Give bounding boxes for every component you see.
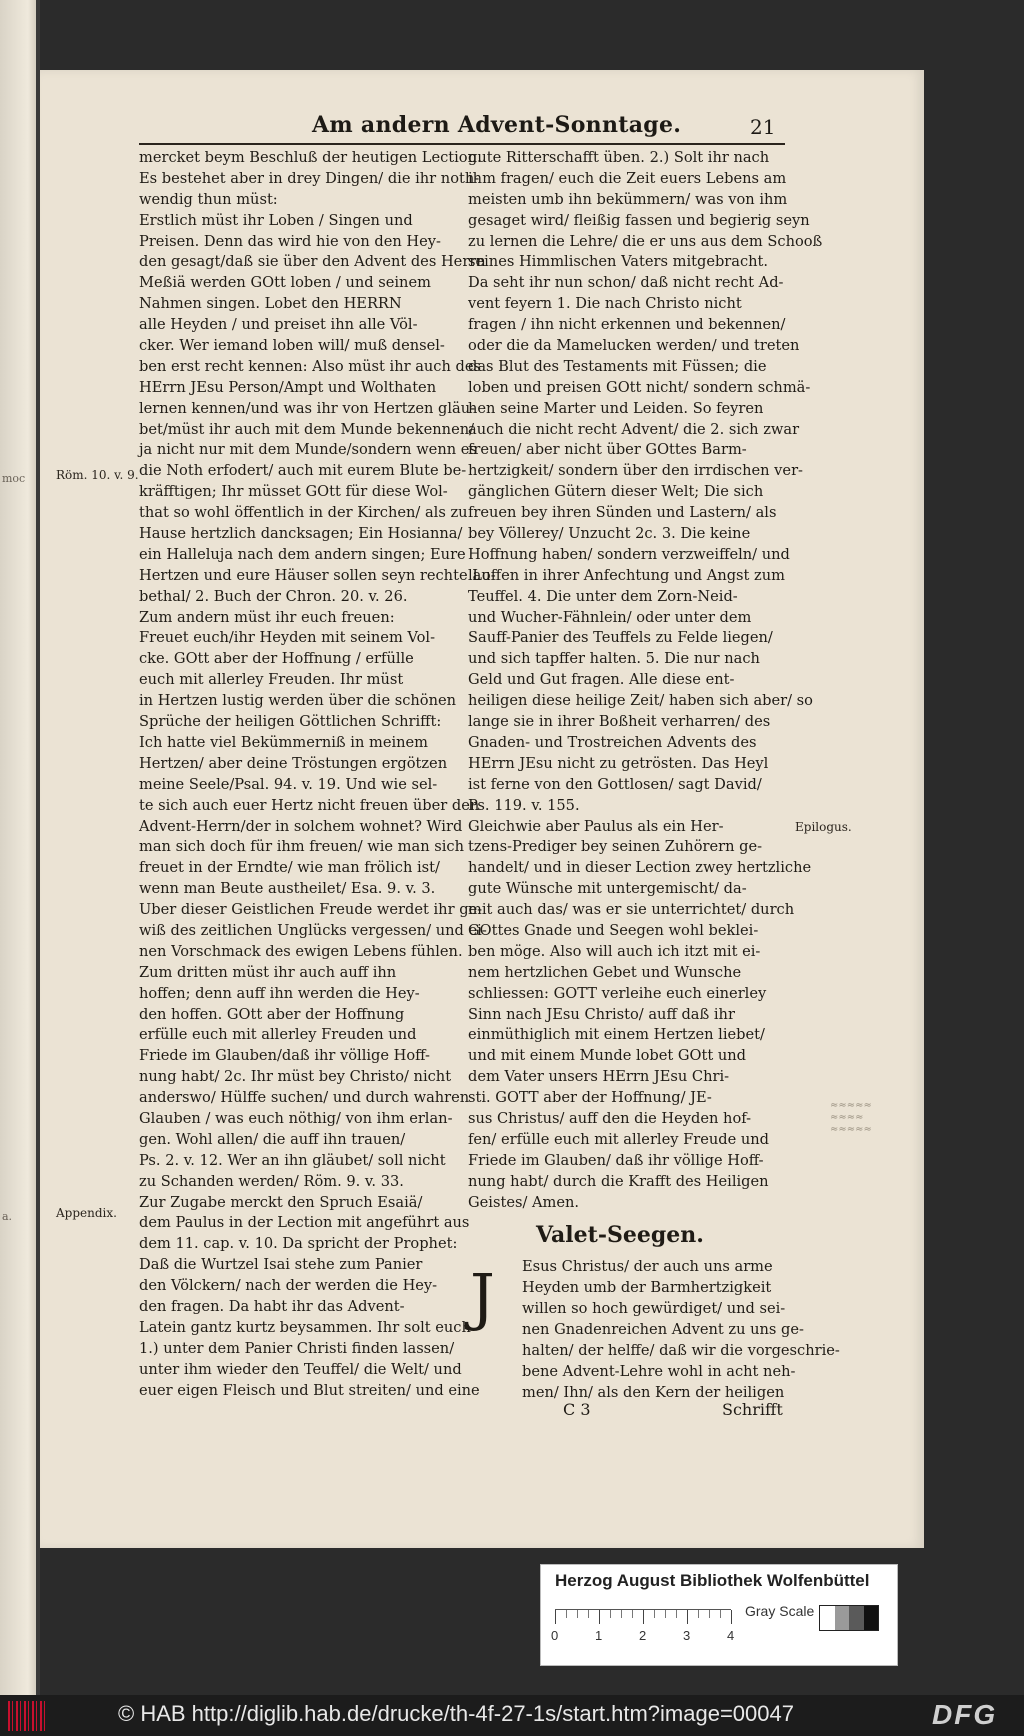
text-line: that so wohl öffentlich in der Kirchen/ als zu (139, 504, 468, 522)
text-line: den fragen. Da habt ihr das Advent- (139, 1297, 405, 1315)
viewer-footer (0, 1695, 1024, 1736)
text-line: und mit einem Munde lobet GOtt und (468, 1047, 747, 1065)
text-line: und Wucher-Fähnlein/ oder unter dem (468, 608, 752, 626)
ruler-label: 4 (727, 1628, 735, 1643)
grayscale-label: Gray Scale (745, 1603, 815, 1619)
text-line: ein Halleluja nach dem andern singen; Eure (139, 545, 466, 563)
text-line: Geistes/ Amen. (468, 1193, 580, 1211)
ruler-tick (643, 1610, 644, 1624)
text-line: fragen / ihn nicht erkennen und bekennen/ (468, 316, 786, 334)
text-line: seines Himmlischen Vaters mitgebracht. (468, 253, 769, 271)
text-line: Geld und Gut fragen. Alle diese ent- (468, 671, 735, 689)
text-line: oder die da Mamelucken werden/ und treten (468, 337, 800, 355)
text-line: ben möge. Also will auch ich itzt mit ei- (468, 942, 761, 960)
text-line: hoffen; denn auff ihn werden die Hey- (139, 984, 420, 1002)
text-line: den hoffen. GOtt aber der Hoffnung (139, 1005, 405, 1023)
ruler-tick (621, 1610, 622, 1618)
text-line: ja nicht nur mit dem Munde/sondern wenn es (139, 441, 477, 459)
text-line: heiligen diese heilige Zeit/ haben sich aber/ so (468, 692, 813, 710)
text-line: unter ihm wieder den Teuffel/ die Welt/ und (139, 1360, 462, 1378)
text-line: Meßiä werden GOtt loben / und seinem (139, 274, 431, 292)
text-line: halten/ der helffe/ daß wir die vorgeschrie- (522, 1341, 840, 1359)
text-line: Sinn nach JEsu Christo/ auff daß ihr (468, 1005, 735, 1023)
text-line: nung habt/ durch die Krafft des Heiligen (468, 1172, 769, 1190)
text-line: Preisen. Denn das wird hie von den Hey- (139, 232, 441, 250)
text-line: den gesagt/daß sie über den Advent des Herrn (139, 253, 486, 271)
text-line: zu Schanden werden/ Röm. 9. v. 33. (139, 1172, 404, 1190)
ruler-tick (676, 1610, 677, 1618)
text-line: ben erst recht kennen: Also müst ihr auch des (139, 357, 481, 375)
text-line: erfülle euch mit allerley Freuden und (139, 1026, 417, 1044)
text-line: nem hertzlichen Gebet und Wunsche (468, 963, 742, 981)
text-line: schliessen: GOTT verleihe euch einerley (468, 984, 767, 1002)
text-line: nung habt/ 2c. Ihr müst bey Christo/ nicht (139, 1068, 452, 1086)
left-text-column (139, 148, 496, 1401)
ruler-tick (731, 1610, 732, 1624)
text-line: tzens-Prediger bey seinen Zuhörern ge- (468, 838, 763, 856)
signature-mark: C 3 (563, 1400, 591, 1419)
text-line: te sich auch euer Hertz nicht freuen über den (139, 796, 480, 814)
text-line: wiß des zeitlichen Unglücks vergessen/ und ei- (139, 921, 487, 939)
gray-swatch (820, 1606, 835, 1630)
page-number: 21 (750, 115, 776, 139)
text-line: meine Seele/Psal. 94. v. 19. Und wie sel- (139, 775, 438, 793)
text-line: Uber dieser Geistlichen Freude werdet ihr ge- (139, 901, 483, 919)
margin-note-appendix: Appendix. (56, 1206, 117, 1220)
ruler-tick (709, 1610, 710, 1618)
text-line: alle Heyden / und preiset ihn alle Völ- (139, 316, 418, 334)
gray-swatch (864, 1606, 879, 1630)
text-line: Friede im Glauben/daß ihr völlige Hoff- (139, 1047, 430, 1065)
text-line: wendig thun müst: (139, 190, 278, 208)
text-line: einmüthiglich mit einem Hertzen liebet/ (468, 1026, 765, 1044)
text-line: men/ Ihn/ als den Kern der heiligen (522, 1383, 785, 1401)
text-line: freuen bey ihren Sünden und Lastern/ als (468, 504, 777, 522)
ruler-tick (665, 1610, 666, 1618)
text-line: Heyden umb der Barmhertzigkeit (522, 1279, 772, 1297)
dfg-logo: DFG (932, 1699, 998, 1730)
text-line: dem 11. cap. v. 10. Da spricht der Prophet: (139, 1235, 458, 1253)
text-line: Da seht ihr nun schon/ daß nicht recht Ad- (468, 274, 784, 292)
text-line: Zum dritten müst ihr auch auff ihn (139, 963, 397, 981)
grayscale-swatches (819, 1605, 879, 1631)
text-line: das Blut des Testaments mit Füssen; die (468, 357, 767, 375)
ruler-tick (566, 1610, 567, 1618)
ruler-label: 2 (639, 1628, 647, 1643)
ruler-label: 1 (595, 1628, 603, 1643)
text-line: man sich doch für ihm freuen/ wie man sich (139, 838, 464, 856)
catchword: Schrifft (722, 1400, 783, 1419)
text-line: fen/ erfülle euch mit allerley Freude und (468, 1130, 770, 1148)
text-line: willen so hoch gewürdiget/ und sei- (522, 1300, 786, 1318)
ruler-tick (654, 1610, 655, 1618)
ruler-label: 3 (683, 1628, 691, 1643)
text-line: Ps. 119. v. 155. (468, 796, 580, 814)
drop-initial: J (470, 1260, 495, 1333)
hab-logo (8, 1701, 48, 1731)
ruler-tick (588, 1610, 589, 1618)
gray-swatch (849, 1606, 864, 1630)
text-line: Hertzen/ aber deine Tröstungen ergötzen (139, 754, 448, 772)
text-line: Esus Christus/ der auch uns arme (522, 1258, 773, 1276)
header-rule (139, 143, 785, 145)
text-line: Erstlich müst ihr Loben / Singen und (139, 211, 413, 229)
ruler-label: 0 (551, 1628, 559, 1643)
text-line: Zur Zugabe merckt den Spruch Esaiä/ (139, 1193, 423, 1211)
text-line: Daß die Wurtzel Isai stehe zum Panier (139, 1256, 423, 1274)
facing-page-fragment: a. (2, 1210, 13, 1223)
text-line: HErrn JEsu nicht zu getrösten. Das Heyl (468, 754, 769, 772)
text-line: Advent-Herrn/der in solchem wohnet? Wird (139, 817, 463, 835)
margin-note-romans: Röm. 10. v. 9. (56, 468, 139, 482)
text-line: Zum andern müst ihr euch freuen: (139, 608, 395, 626)
text-line: mercket beym Beschluß der heutigen Lection. (139, 149, 482, 166)
text-line: bet/müst ihr auch mit dem Munde bekennen/ (139, 420, 475, 438)
text-line: loben und preisen GOtt nicht/ sondern schmä- (468, 378, 811, 396)
text-line: Ich hatte viel Bekümmerniß in meinem (139, 733, 429, 751)
text-line: Sprüche der heiligen Göttlichen Schrifft: (139, 713, 442, 731)
ruler-tick (687, 1610, 688, 1624)
text-line: Gnaden- und Trostreichen Advents des (468, 733, 757, 751)
text-line: Gleichwie aber Paulus als ein Her- (468, 817, 724, 835)
text-line: Ps. 2. v. 12. Wer an ihn gläubet/ soll nicht (139, 1151, 446, 1169)
text-line: 1.) unter dem Panier Christi finden lassen/ (139, 1339, 455, 1357)
text-line: Friede im Glauben/ daß ihr völlige Hoff- (468, 1151, 764, 1169)
text-line: sti. GOTT aber der Hoffnung/ JE- (468, 1089, 712, 1107)
text-line: den Völckern/ nach der werden die Hey- (139, 1277, 438, 1295)
text-line: dem Paulus in der Lection mit angeführt aus (139, 1214, 470, 1232)
text-line: euer eigen Fleisch und Blut streiten/ und eine (139, 1381, 480, 1399)
text-line: und sich tapffer halten. 5. Die nur nach (468, 650, 760, 668)
text-line: handelt/ und in dieser Lection zwey hertzliche (468, 859, 812, 877)
ruler-tick (610, 1610, 611, 1618)
text-line: ihm fragen/ euch die Zeit euers Lebens am (468, 169, 787, 187)
text-line: euch mit allerley Freuden. Ihr müst (139, 671, 404, 689)
text-line: lauffen in ihrer Anfechtung und Angst zum (468, 566, 785, 584)
text-line: sus Christus/ auff den die Heyden hof- (468, 1109, 752, 1127)
text-line: gänglichen Gütern dieser Welt; Die sich (468, 483, 764, 501)
copyright-url[interactable]: © HAB http://diglib.hab.de/drucke/th-4f-27-1s/start.htm?image=00047 (118, 1701, 794, 1726)
gray-swatch (835, 1606, 850, 1630)
text-line: kräfftigen; Ihr müsset GOtt für diese Wol- (139, 483, 448, 501)
text-line: lange sie in ihrer Boßheit verharren/ des (468, 713, 771, 731)
text-line: auch die nicht recht Advent/ die 2. sich zwar (468, 420, 800, 438)
text-line: nen Gnadenreichen Advent zu uns ge- (522, 1321, 804, 1339)
facing-page-edge (0, 0, 40, 1695)
text-line: gute Wünsche mit untergemischt/ da- (468, 880, 747, 898)
text-line: gute Ritterschafft üben. 2.) Solt ihr nach (468, 149, 770, 166)
text-line: wenn man Beute austheilet/ Esa. 9. v. 3. (139, 880, 436, 898)
text-line: Latein gantz kurtz beysammen. Ihr solt euch (139, 1318, 471, 1336)
ruler-tick (720, 1610, 721, 1618)
text-line: meisten umb ihn bekümmern/ was von ihm (468, 190, 788, 208)
text-line: bethal/ 2. Buch der Chron. 20. v. 26. (139, 587, 408, 605)
text-line: gen. Wohl allen/ die auff ihn trauen/ (139, 1130, 406, 1148)
text-line: vent feyern 1. Die nach Christo nicht (468, 295, 742, 313)
show-through-text: ≈≈≈≈≈ ≈≈≈≈ ≈≈≈≈≈ (830, 1100, 872, 1135)
ruler-scale (551, 1609, 735, 1643)
text-line: Hoffnung haben/ sondern verzweiffeln/ und (468, 545, 790, 563)
text-line: Hertzen und eure Häuser sollen seyn rechte Lo- (139, 566, 496, 584)
text-line: Sauff-Panier des Teuffels zu Felde liegen/ (468, 629, 773, 647)
text-line: nen Vorschmack des ewigen Lebens fühlen. (139, 942, 463, 960)
ruler-tick (599, 1610, 600, 1624)
running-header: Am andern Advent-Sonntage. (312, 112, 682, 138)
facing-page-fragment: moc (2, 472, 26, 485)
ruler-tick (632, 1610, 633, 1618)
valet-heading: Valet-Seegen. (536, 1222, 704, 1249)
text-line: Nahmen singen. Lobet den HERRN (139, 295, 402, 313)
text-line: gesaget wird/ fleißig fassen und begierig seyn (468, 211, 810, 229)
text-line: GOttes Gnade und Seegen wohl beklei- (468, 921, 759, 939)
text-line: mit auch das/ was er sie unterrichtet/ durch (468, 901, 795, 919)
text-line: lernen kennen/und was ihr von Hertzen gläu- (139, 399, 476, 417)
text-line: cker. Wer iemand loben will/ muß densel- (139, 337, 445, 355)
text-line: hen seine Marter und Leiden. So feyren (468, 399, 764, 417)
margin-note-epilogus: Epilogus. (795, 820, 852, 834)
text-line: Hause hertzlich dancksagen; Ein Hosianna/ (139, 525, 463, 543)
text-line: freuen/ aber nicht über GOttes Barm- (468, 441, 747, 459)
library-name: Herzog August Bibliothek Wolfenbüttel (555, 1571, 870, 1590)
library-color-stamp (540, 1564, 898, 1666)
ruler-tick (577, 1610, 578, 1618)
text-line: in Hertzen lustig werden über die schönen (139, 692, 457, 710)
text-line: die Noth erfodert/ auch mit eurem Blute be- (139, 462, 467, 480)
ruler-tick (698, 1610, 699, 1618)
text-line: anderswo/ Hülffe suchen/ und durch wahren (139, 1089, 470, 1107)
text-line: ist ferne von den Gottlosen/ sagt David/ (468, 775, 762, 793)
text-line: cke. GOtt aber der Hoffnung / erfülle (139, 650, 414, 668)
text-line: Freuet euch/ihr Heyden mit seinem Vol- (139, 629, 436, 647)
ruler-tick (555, 1610, 556, 1624)
text-line: hertzigkeit/ sondern über den irrdischen ver- (468, 462, 803, 480)
text-line: freuet in der Erndte/ wie man frölich ist/ (139, 859, 440, 877)
text-line: zu lernen die Lehre/ die er uns aus dem Schooß (468, 232, 823, 250)
text-line: Teuffel. 4. Die unter dem Zorn-Neid- (468, 587, 738, 605)
text-line: bene Advent-Lehre wohl in acht neh- (522, 1362, 796, 1380)
text-line: Es bestehet aber in drey Dingen/ die ihr noth- (139, 169, 480, 187)
text-line: Glauben / was euch nöthig/ von ihm erlan- (139, 1109, 453, 1127)
text-line: HErrn JEsu Person/Ampt und Wolthaten (139, 378, 437, 396)
text-line: dem Vater unsers HErrn JEsu Chri- (468, 1068, 730, 1086)
text-line: bey Völlerey/ Unzucht 2c. 3. Die keine (468, 525, 751, 543)
